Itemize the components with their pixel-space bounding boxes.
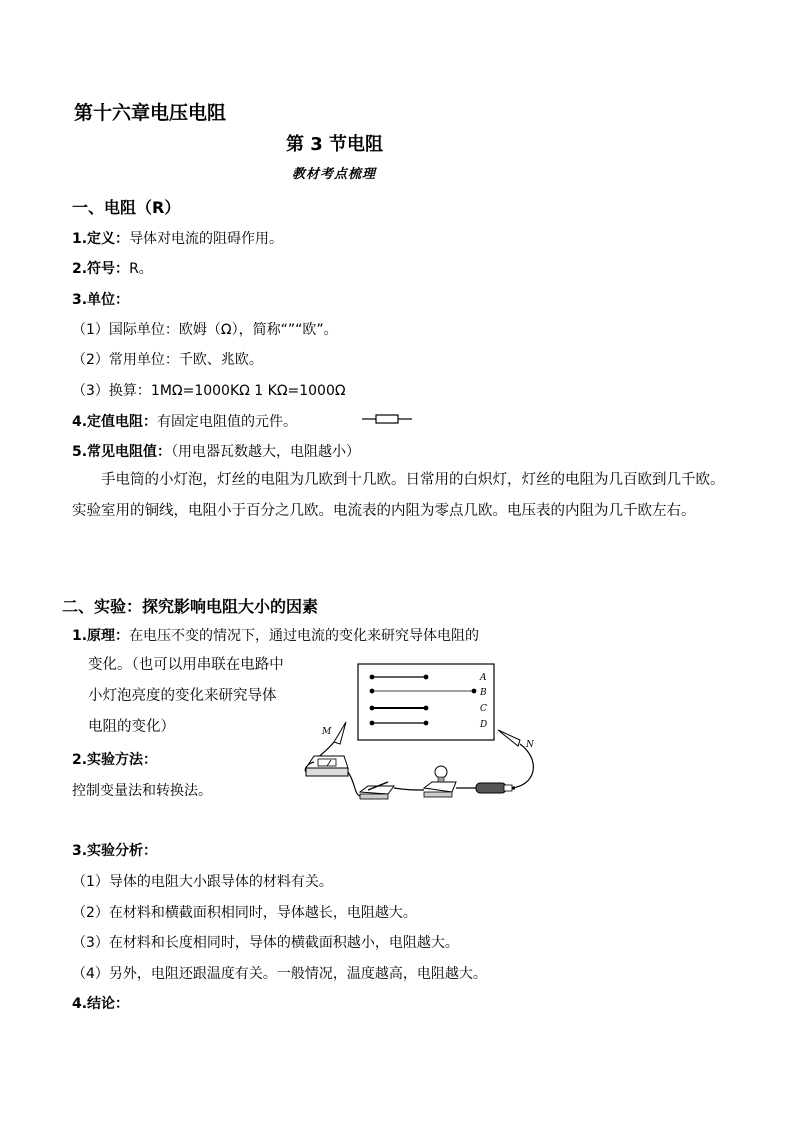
resistor-symbol-icon xyxy=(362,412,414,426)
definition-text: 导体对电流的阻碍作用。 xyxy=(129,231,284,247)
method-label: 2.实验方法： xyxy=(72,752,158,768)
part1-heading: 一、电阻（R） xyxy=(72,198,181,217)
analysis-item-4: （4）另外，电阻还跟温度有关。一般情况，温度越高，电阻越大。 xyxy=(72,966,487,982)
method-text: 控制变量法和转换法。 xyxy=(72,783,212,799)
subheading: 教材考点梳理 xyxy=(292,167,377,182)
unit-label: 3.单位： xyxy=(72,292,130,308)
wire-label-a: A xyxy=(480,673,487,683)
wire-label-c: C xyxy=(480,704,487,714)
light-bulb-icon xyxy=(424,766,456,797)
symbol-text: R。 xyxy=(129,261,153,277)
definition-label: 1.定义： xyxy=(72,231,130,247)
common-resistance-label: 5.常见电阻值： xyxy=(72,444,172,460)
ammeter-icon xyxy=(306,756,348,776)
common-resistance-line xyxy=(72,441,360,461)
wire-label-b: B xyxy=(480,688,487,698)
part2-heading: 二、实验：探究影响电阻大小的因素 xyxy=(62,597,319,616)
principle-line xyxy=(72,625,479,645)
analysis-item-3: （3）在材料和长度相同时，导体的横截面积越小，电阻越大。 xyxy=(72,935,459,951)
battery-icon xyxy=(476,783,515,793)
experiment-circuit-diagram xyxy=(296,660,546,805)
clip-n-icon xyxy=(498,730,533,788)
symbol-label: 2.符号： xyxy=(72,261,130,277)
fixed-resistor-text: 有固定电阻值的元件。 xyxy=(157,414,298,430)
analysis-item-2: （2）在材料和横截面积相同时，导体越长，电阻越大。 xyxy=(72,905,417,921)
section-title: 第 3 节电阻 xyxy=(286,134,384,155)
principle-label: 1.原理： xyxy=(72,628,130,644)
common-resistance-paragraph: 手电筒的小灯泡，灯丝的电阻为几欧到十几欧。日常用的白炽灯，灯丝的电阻为几百欧到几千欧。实验室用的铜线，电阻小于百分之几欧。电流表的内阻为零点几欧。电压表的内阻为几千欧左右。 xyxy=(72,472,725,519)
analysis-label: 3.实验分析： xyxy=(72,843,158,859)
switch-icon xyxy=(360,782,394,799)
common-resistance-text: （用电器瓦数越大，电阻越小） xyxy=(171,444,361,460)
fixed-resistor-line xyxy=(72,411,297,431)
principle-text: 在电压不变的情况下，通过电流的变化来研究导体电阻的 xyxy=(129,628,480,644)
unit-item-3: （3）换算：1MΩ=1000KΩ 1 KΩ=1000Ω xyxy=(72,383,346,399)
conclusion-label: 4.结论： xyxy=(72,996,130,1012)
analysis-item-1: （1）导体的电阻大小跟导体的材料有关。 xyxy=(72,874,333,890)
unit-item-2: （2）常用单位：千欧、兆欧。 xyxy=(72,352,263,368)
fixed-resistor-label: 4.定值电阻： xyxy=(72,414,158,430)
clip-label-m: M xyxy=(322,727,332,737)
symbol-line xyxy=(72,258,153,278)
definition-line xyxy=(72,228,283,248)
wire-label-d: D xyxy=(480,720,488,730)
clip-label-n: N xyxy=(526,740,534,750)
chapter-title: 第十六章电压电阻 xyxy=(74,102,227,124)
principle-continuation: 变化。（也可以用串联在电路中小灯泡亮度的变化来研究导体电阻的变化） xyxy=(88,657,284,735)
unit-item-1: （1）国际单位：欧姆（Ω），简称“”“欧”。 xyxy=(72,322,338,338)
